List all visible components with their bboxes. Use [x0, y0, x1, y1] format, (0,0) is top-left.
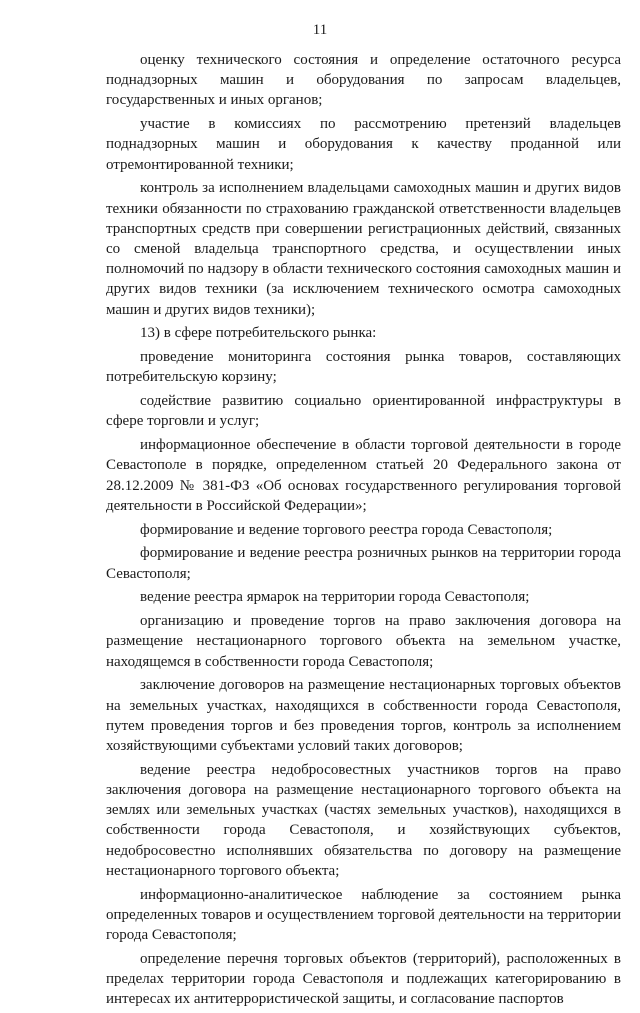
paragraph: определение перечня торговых объектов (территорий), расположенных в пределах территории города Севастополя и подлежащих категорированию в интересах их антитеррористической защиты, и согласование паспортов: [106, 950, 621, 1008]
paragraph: заключение договоров на размещение нестационарных торговых объектов на земельных участках, находящихся в собственности города Севастополя, путем проведения торгов и без проведения торгов, контроль за исполнением хозяйствующими субъектами условий таких договоров;: [106, 677, 621, 755]
paragraph: информационное обеспечение в области торговой деятельности в городе Севастополе в порядке, определенном статьей 20 Федерального закона от 28.12.2009 № 381-ФЗ «Об основах государственного регулирования торговой деятельности в Российской Федерации»;: [106, 437, 621, 514]
paragraph: проведение мониторинга состояния рынка товаров, составляющих потребительскую корзину;: [106, 349, 621, 386]
paragraph: информационно-аналитическое наблюдение за состоянием рынка определенных товаров и осуществлением торговой деятельности на территории города Севастополя;: [106, 886, 621, 944]
paragraph: организацию и проведение торгов на право заключения договора на размещение нестационарного торгового объекта на земельном участке, находящемся в собственности города Севастополя;: [106, 613, 621, 670]
paragraph: формирование и ведение реестра розничных рынков на территории города Севастополя;: [106, 545, 621, 582]
paragraph: оценку технического состояния и определение остаточного ресурса поднадзорных машин и оборудования по запросам владельцев, государственных и иных органов;: [106, 52, 621, 109]
paragraph: ведение реестра недобросовестных участников торгов на право заключения договора на размещение нестационарного торгового объекта на землях или земельных участках (частях земельных участков), находящихся в собственности города Севастополя, и хозяйствующих субъектов, недобросовестно исполнявших обязательства по договору на размещение нестационарного торгового объекта;: [106, 761, 621, 879]
paragraph: формирование и ведение торгового реестра города Севастополя;: [140, 521, 553, 538]
paragraph: ведение реестра ярмарок на территории города Севастополя;: [140, 589, 530, 606]
paragraph: контроль за исполнением владельцами самоходных машин и других видов техники обязанности по страхованию гражданской ответственности владельцев транспортных средств при совершении регистрационных действий, связанных со сменой владельца транспортного средства, и осуществлении иных полномочий по надзору в области технического состояния самоходных машин и других видов техники (за исключением технического осмотра самоходных машин и других видов техники);: [106, 180, 621, 318]
paragraph: участие в комиссиях по рассмотрению претензий владельцев поднадзорных машин и оборудования к качеству проданной или отремонтированной техники;: [106, 116, 621, 173]
document-body: [106, 50, 621, 1013]
section-heading: 13) в сфере потребительского рынка:: [140, 325, 377, 342]
page-number: 11: [312, 22, 328, 38]
paragraph: содействие развитию социально ориентированной инфраструктуры в сфере торговли и услуг;: [106, 393, 621, 430]
